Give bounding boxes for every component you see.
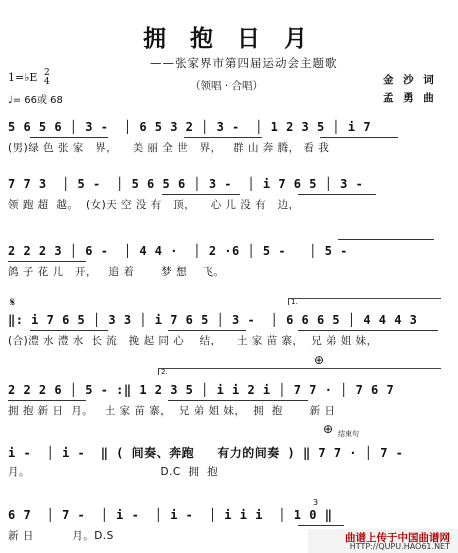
beam — [298, 330, 438, 331]
beam — [298, 194, 376, 195]
notes-line: 5 6 5 6 │ 3 - │ 6 5 3 2 │ 3 - │ 1 2 3 5 │ i 7 — [8, 120, 372, 134]
page-title: 拥 抱 日 月 — [142, 25, 316, 52]
beam — [8, 400, 86, 401]
key-label: 1=♭E — [8, 71, 38, 84]
coda-mark: ⊕ — [314, 353, 325, 367]
lyrics-line: (男)绿 色 张 家 界， 美 丽 全 世 界， 群 山 奔 腾， 看 我 — [8, 142, 330, 154]
coda-mark-2: ⊕ — [323, 422, 334, 436]
notes-line: i - │ i - ‖ ( 间奏、奔跑 有力的间奏 ) ‖ 7 7 · │ 7 - — [8, 446, 404, 460]
lyrics-line: (合)澧 水 澧 水 长 流 挽 起 同 心 结， 土 家 苗 寨， 兄 弟 姐 妹， — [8, 335, 378, 347]
lyrics-line: 新 日 月。D.S — [8, 530, 114, 542]
segno-mark: 𝄋 — [10, 295, 16, 309]
lyricist-credit: 金 沙 词 — [383, 74, 437, 86]
key-signature — [8, 69, 50, 87]
site-watermark — [308, 529, 458, 553]
lyrics-line: 领 跑 超 越。 (女)天 空 没 有 顶， 心 儿 没 有 边， — [8, 199, 300, 211]
notes-line: 2 2 2 6 │ 5 - :‖ 1 2 3 5 │ i i 2 i │ 7 7 · │ 7 6 7 — [8, 383, 395, 397]
lyrics-line: 拥 抱 新 日 月。 土 家 苗 寨， 兄 弟 姐 妹， 拥 抱 新 日 — [8, 405, 336, 417]
beam — [320, 137, 398, 138]
coda-label: 结束句 — [338, 430, 359, 438]
time-bottom: 4 — [43, 77, 50, 87]
beam — [162, 194, 240, 195]
watermark-line-2: HTTP://QUPU.HAO61.NET — [349, 542, 450, 551]
beam — [30, 330, 108, 331]
time-signature — [44, 69, 50, 87]
page-subtitle: ——张家界市第四届运动会主题歌 — [150, 56, 338, 70]
beam — [30, 137, 108, 138]
beam — [168, 330, 246, 331]
triplet-mark: 3 — [313, 498, 319, 507]
beam — [184, 137, 262, 138]
composer-credit: 孟 勇 曲 — [383, 92, 437, 104]
notes-line: 6 7 │ 7 - │ i - │ i - │ i i i │ 1 0 ‖ — [8, 508, 333, 522]
tempo-marking: ♩= 66或 68 — [8, 95, 63, 106]
notes-line: 2 2 2 3 │ 6 - │ 4 4 · │ 2 ·6 │ 5 - │ 5 - — [8, 244, 348, 258]
performance-mode: （领唱 · 合唱） — [190, 80, 264, 92]
notes-line: ‖: i 7 6 5 │ 3 3 │ i 7 6 5 │ 3 - │ 6 6 6 5 │ 4 4 4 3 — [8, 313, 418, 327]
beam — [8, 261, 86, 262]
beam — [298, 525, 344, 526]
slur — [338, 239, 434, 240]
time-top: 2 — [43, 68, 50, 78]
lyrics-line: 鸽 子 花 儿 开， 追 着 梦 想 飞。 — [8, 266, 225, 278]
volta-1: 1. — [288, 298, 441, 305]
lyrics-line: 月。 D.C 拥 抱 — [8, 466, 219, 478]
watermark-line-1: 曲谱上传于中国曲谱网 — [345, 532, 450, 544]
beam — [168, 400, 308, 401]
volta-2: 2. — [158, 368, 441, 375]
notes-line: 7 7 3 │ 5 - │ 5 6 5 6 │ 3 - │ i 7 6 5 │ 3 - — [8, 177, 364, 191]
